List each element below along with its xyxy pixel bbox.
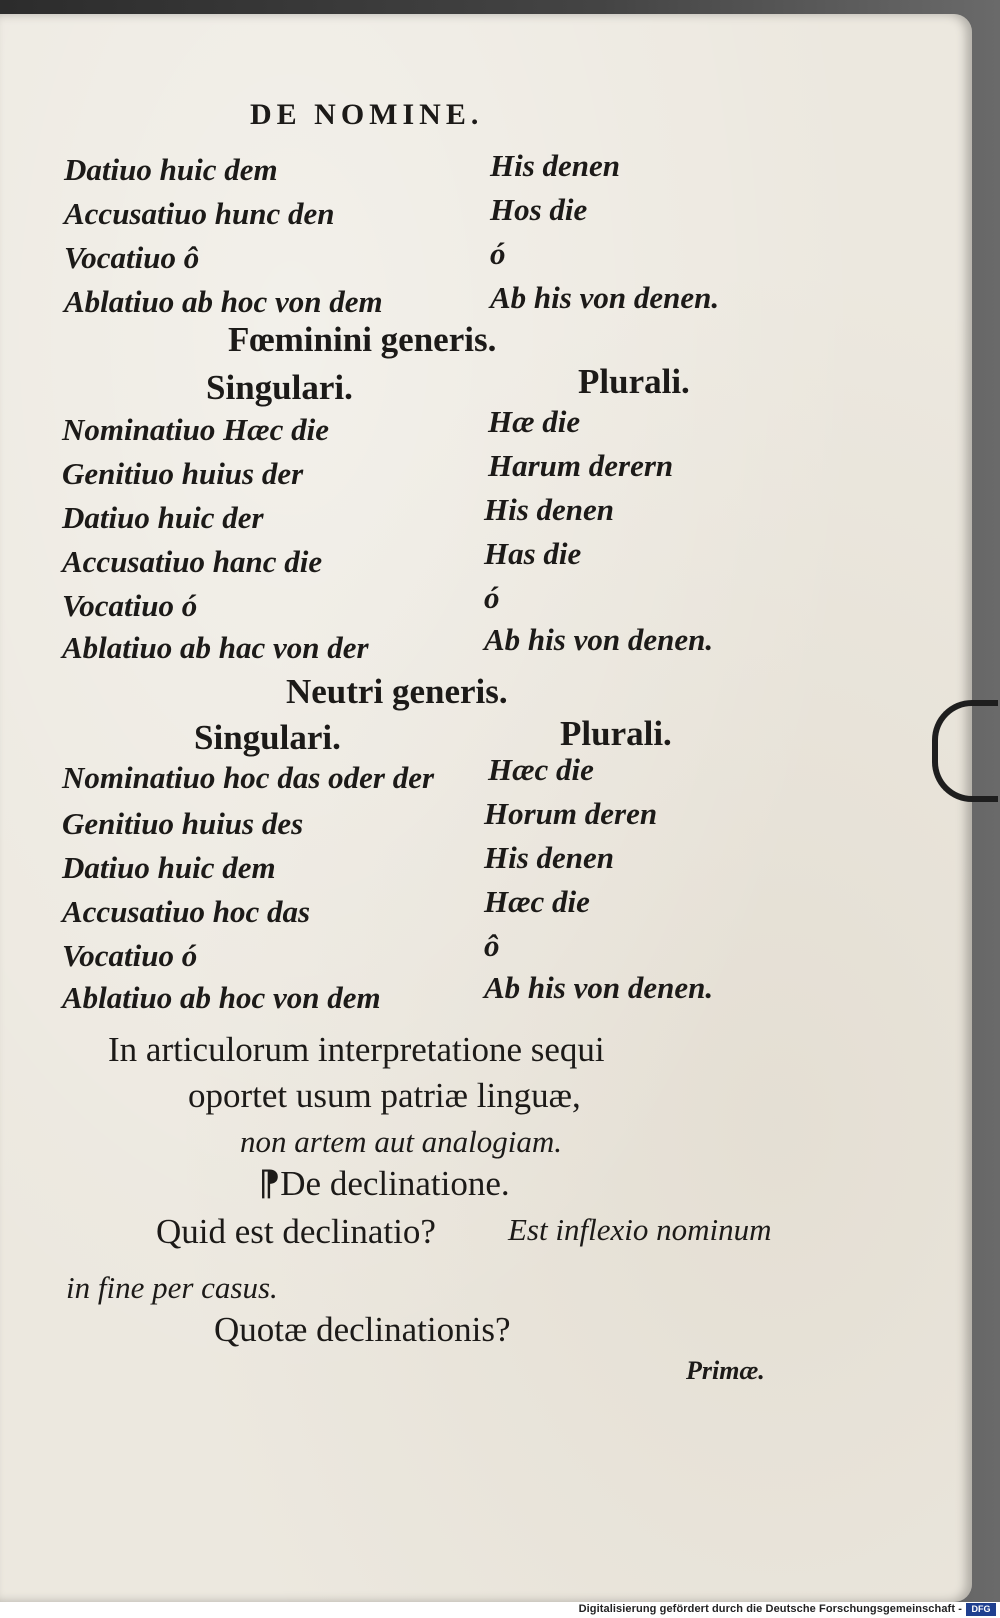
fem-sing-ablative: Ablatiuo ab hac von der: [62, 630, 369, 665]
masc-sing-accusative: Accusatiuo hunc den: [64, 196, 335, 231]
neut-plur-dative: His denen: [484, 840, 615, 875]
fem-plur-vocative: ó: [484, 580, 500, 615]
question-2: Quotæ declinationis?: [214, 1310, 511, 1349]
neut-plur-genitive: Horum deren: [484, 796, 658, 831]
rule-line-2: oportet usum patriæ linguæ,: [188, 1076, 581, 1115]
rule-line-3: non artem aut analogiam.: [240, 1124, 563, 1159]
neut-sing-nominative: Nominatiuo hoc das oder der: [62, 760, 435, 795]
neut-plur-ablative: Ab his von denen.: [484, 970, 714, 1005]
masc-plur-accusative: Hos die: [490, 192, 588, 227]
fem-plur-ablative: Ab his von denen.: [484, 622, 714, 657]
masc-plur-dative: His denen: [490, 148, 621, 183]
neut-sing-genitive: Genitiuo huius des: [62, 806, 304, 841]
fem-sing-genitive: Genitiuo huius der: [62, 456, 304, 491]
masc-plur-ablative: Ab his von denen.: [490, 280, 720, 315]
masc-sing-vocative: Vocatiuo ô: [64, 240, 200, 275]
neuter-plural-label: Plurali.: [560, 714, 672, 753]
digitization-credit: Digitalisierung gefördert durch die Deutsche Forschungsgemeinschaft -: [578, 1603, 962, 1615]
fem-plur-accusative: Has die: [484, 536, 582, 571]
masc-plur-vocative: ó: [490, 236, 506, 271]
neut-plur-accusative: Hæc die: [484, 884, 590, 919]
neut-sing-vocative: Vocatiuo ó: [62, 938, 198, 973]
neut-sing-dative: Datiuo huic dem: [62, 850, 276, 885]
fem-sing-nominative: Nominatiuo Hæc die: [62, 412, 329, 447]
rule-line-1: In articulorum interpretatione sequi: [108, 1030, 605, 1069]
neut-plur-vocative: ô: [484, 928, 500, 963]
feminine-title: Fœminini generis.: [228, 320, 497, 359]
fem-sing-dative: Datiuo huic der: [62, 500, 264, 535]
page-clip: [932, 700, 998, 802]
feminine-singular-label: Singulari.: [206, 368, 353, 407]
fem-sing-accusative: Accusatiuo hanc die: [62, 544, 323, 579]
feminine-plural-label: Plurali.: [578, 362, 690, 401]
neut-sing-ablative: Ablatiuo ab hoc von dem: [62, 980, 381, 1015]
masc-sing-ablative: Ablatiuo ab hoc von dem: [64, 284, 383, 319]
neut-plur-nominative: Hæc die: [488, 752, 594, 787]
neut-sing-accusative: Accusatiuo hoc das: [62, 894, 311, 929]
dfg-logo: DFG: [966, 1603, 996, 1616]
catchword: Primæ.: [686, 1356, 765, 1385]
fem-plur-dative: His denen: [484, 492, 615, 527]
fem-plur-nominative: Hæ die: [488, 404, 581, 439]
masc-sing-dative: Datiuo huic dem: [64, 152, 278, 187]
section-title: ⁋De declinatione.: [258, 1164, 510, 1203]
neuter-title: Neutri generis.: [286, 672, 508, 711]
question-1: Quid est declinatio?: [156, 1212, 436, 1251]
answer-1a: Est inflexio nominum: [508, 1212, 772, 1247]
neuter-singular-label: Singulari.: [194, 718, 341, 757]
running-header: DE NOMINE.: [250, 98, 484, 131]
fem-sing-vocative: Vocatiuo ó: [62, 588, 198, 623]
answer-1b: in fine per casus.: [66, 1270, 278, 1305]
fem-plur-genitive: Harum derern: [488, 448, 674, 483]
